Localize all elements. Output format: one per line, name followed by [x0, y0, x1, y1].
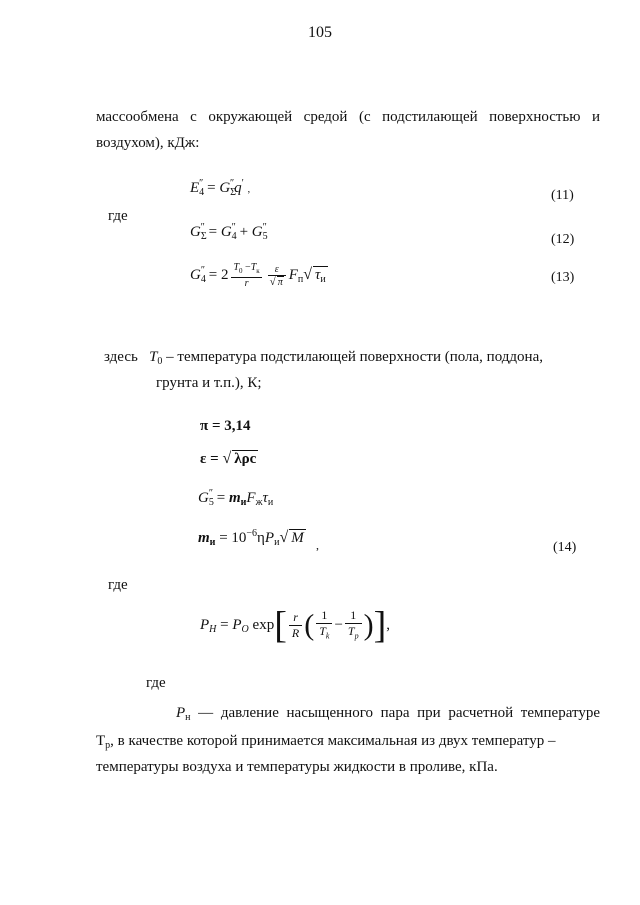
pressure-formula: $P_Н = P_О$ exp[ $\frac{r}{R}$ ( $\frac{1}{T_k}$ − $\frac{1}{T_p}$ )],	[200, 604, 391, 647]
pi-constant: π = 3,14	[200, 418, 251, 434]
where-label-3: где	[146, 675, 166, 691]
final-line2-sub: р	[105, 740, 111, 751]
page-number: 105	[308, 24, 332, 41]
equation-11: $E_4'' = G_\Sigma''q'$ ,	[190, 178, 251, 198]
where-label-2: где	[108, 577, 128, 593]
epsilon-formula: ε = √ λρc	[200, 450, 257, 467]
final-symbol: P	[176, 705, 186, 721]
definition-prefix: здесь	[104, 349, 138, 365]
g5-formula: $G_5'' = m_иF_ж\tau_и$	[198, 488, 274, 508]
intro-line-1: массообмена с окружающей средой (с подстилающей поверхностью и	[96, 109, 600, 125]
equation-number-14: (14)	[553, 540, 577, 555]
where-label-1: где	[108, 208, 128, 224]
final-text-1: — давление насыщенного пара при расчетной температуре	[190, 705, 600, 721]
final-line-1	[176, 700, 600, 731]
final-line2-rest: , в качестве которой принимается максимальная из двух температур –	[110, 733, 556, 749]
intro-line-2: воздухом), кДж:	[96, 135, 200, 151]
definition-text-1: – температура подстилающей поверхности (пола, поддона,	[162, 349, 543, 365]
equation-13: $G_4'' = 2$ $\frac{T_0 -T_к}{r}$ $\frac{\varepsilon}{√ \pi}$ $F_п√$ $\tau_и$	[190, 262, 326, 289]
equation-12: $G_\Sigma'' = G_4'' + G_5''$	[190, 222, 268, 242]
m-formula: $m_и = 10^{-6}\eta P_и√$ M	[198, 528, 304, 548]
final-line2-symbol: Т	[96, 733, 106, 749]
final-symbol-sub: н	[185, 712, 191, 723]
equation-number-11: (11)	[551, 188, 574, 203]
definition-symbol: T	[149, 349, 158, 365]
definition-symbol-sub: 0	[157, 356, 163, 367]
final-line-3: температуры воздуха и температуры жидкости в проливе, кПа.	[96, 759, 498, 775]
definition-line-2: грунта и т.п.), К;	[156, 375, 262, 391]
equation-number-12: (12)	[551, 232, 575, 247]
equation-number-13: (13)	[551, 270, 575, 285]
m-formula-comma: ,	[316, 538, 319, 552]
